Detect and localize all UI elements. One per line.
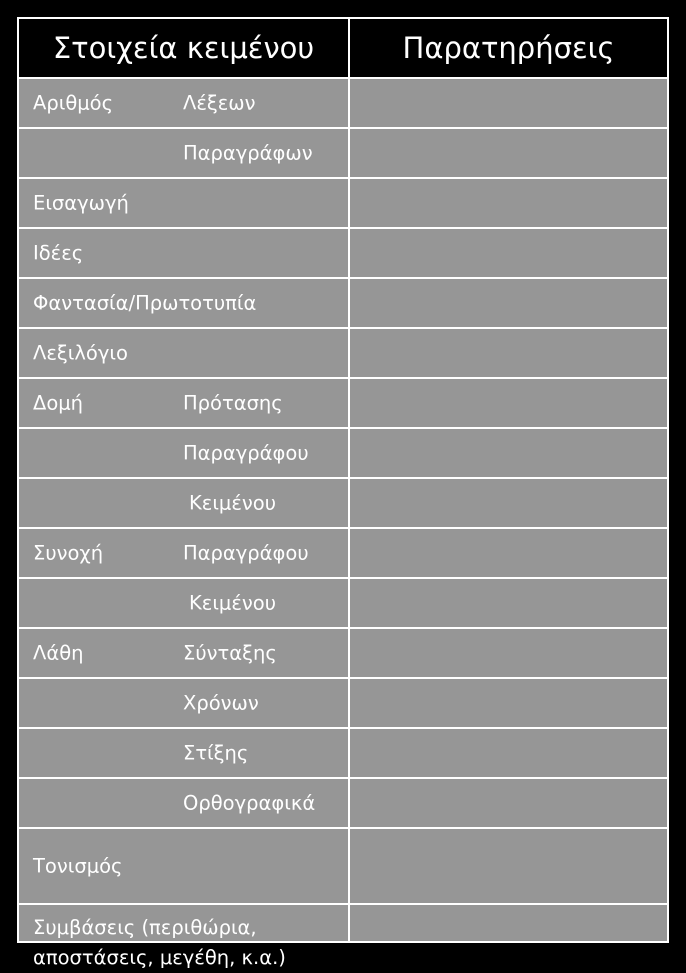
table-row-label <box>19 579 350 629</box>
row-main-label: Αριθμός <box>33 91 114 115</box>
observation-cell[interactable] <box>350 429 667 479</box>
table-row-label <box>19 629 350 679</box>
observation-cell[interactable] <box>350 79 667 129</box>
table-row-label <box>19 429 350 479</box>
table-row-label <box>19 129 350 179</box>
table-row-label <box>19 529 350 579</box>
observation-cell[interactable] <box>350 379 667 429</box>
row-main-label: Λάθη <box>33 641 84 665</box>
observation-cell[interactable] <box>350 905 667 941</box>
table-row-label <box>19 229 350 279</box>
observation-cell[interactable] <box>350 129 667 179</box>
row-sub-label: Λέξεων <box>183 91 256 115</box>
row-sub-label: Παραγράφων <box>183 141 313 165</box>
row-sub-label: Παραγράφου <box>183 441 309 465</box>
table-row-label <box>19 479 350 529</box>
row-main-label: Εισαγωγή <box>33 191 129 215</box>
observation-cell[interactable] <box>350 629 667 679</box>
observation-cell[interactable] <box>350 779 667 829</box>
header-observations: Παρατηρήσεις <box>350 19 667 79</box>
table-row-label <box>19 729 350 779</box>
conventions-label <box>33 913 286 973</box>
row-main-label: Συνοχή <box>33 541 104 565</box>
row-sub-label: Ορθογραφικά <box>183 791 316 815</box>
table-row-label <box>19 179 350 229</box>
table-row-label <box>19 779 350 829</box>
row-main-label: Φαντασία/Πρωτοτυπία <box>33 291 257 315</box>
conventions-line-2: αποστάσεις, μεγέθη, κ.α.) <box>33 946 286 969</box>
table-row-label <box>19 329 350 379</box>
header-text-elements: Στοιχεία κειμένου <box>19 19 350 79</box>
observation-cell[interactable] <box>350 329 667 379</box>
row-main-label: Τονισμός <box>33 854 123 878</box>
row-sub-label: Κειμένου <box>189 591 276 615</box>
row-sub-label: Στίξης <box>183 741 249 765</box>
table-row-label <box>19 679 350 729</box>
table-row-label <box>19 379 350 429</box>
observation-cell[interactable] <box>350 729 667 779</box>
row-main-label: Ιδέες <box>33 241 84 265</box>
row-main-label: Δομή <box>33 391 84 415</box>
table-row-label <box>19 79 350 129</box>
observation-cell[interactable] <box>350 529 667 579</box>
row-main-label: Λεξιλόγιο <box>33 341 128 365</box>
observation-cell[interactable] <box>350 229 667 279</box>
conventions-line-1: Συμβάσεις (περιθώρια, <box>33 916 257 939</box>
table-row-label <box>19 829 350 905</box>
evaluation-table <box>17 17 669 969</box>
observation-cell[interactable] <box>350 579 667 629</box>
row-sub-label: Κειμένου <box>189 491 276 515</box>
observation-cell[interactable] <box>350 679 667 729</box>
observation-cell[interactable] <box>350 279 667 329</box>
row-sub-label: Πρότασης <box>183 391 283 415</box>
table-row-label <box>19 905 350 969</box>
table-row-label <box>19 279 350 329</box>
observation-cell[interactable] <box>350 479 667 529</box>
row-sub-label: Χρόνων <box>183 691 259 715</box>
row-sub-label: Σύνταξης <box>183 641 277 665</box>
observation-cell[interactable] <box>350 179 667 229</box>
row-sub-label: Παραγράφου <box>183 541 309 565</box>
observation-cell[interactable] <box>350 829 667 905</box>
